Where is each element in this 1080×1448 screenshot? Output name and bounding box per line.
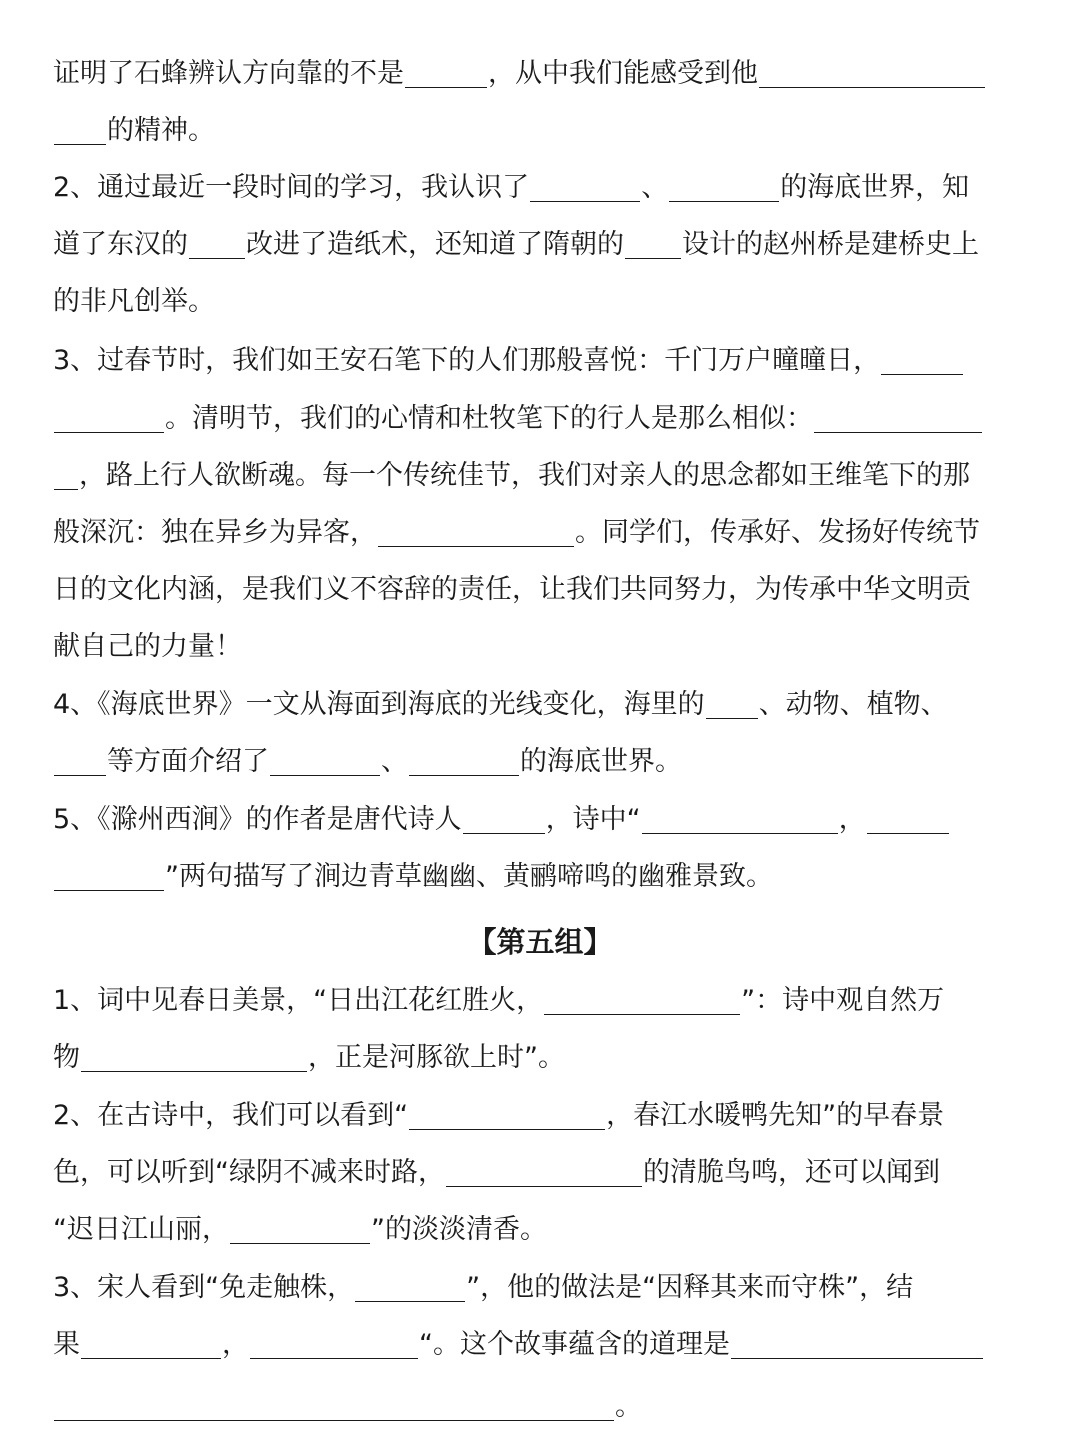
fill-in-blank[interactable] — [355, 1300, 465, 1302]
line-text: ， — [838, 804, 866, 835]
line-text: 证明了石蜂辨认方向靠的不是 — [53, 58, 404, 89]
line-text: 、动物、植物、 — [758, 689, 948, 720]
line-text: 的精神。 — [107, 115, 215, 146]
fill-in-blank[interactable] — [54, 143, 106, 145]
text-line — [53, 273, 1013, 330]
text-line — [53, 848, 1013, 905]
fill-in-blank[interactable] — [706, 717, 758, 719]
text-line — [53, 676, 1013, 733]
line-text: 、 — [381, 746, 408, 777]
line-text: 。 — [615, 1391, 642, 1422]
text-line — [53, 159, 1013, 216]
text-line — [53, 1201, 1013, 1258]
text-line — [53, 561, 1013, 618]
line-text: ，从中我们能感受到他 — [488, 58, 758, 89]
line-text: 4、《海底世界》一文从海面到海底的光线变化，海里的 — [53, 689, 705, 720]
text-line — [53, 791, 1013, 848]
text-line — [53, 1316, 1013, 1373]
line-text: 、 — [641, 172, 669, 203]
fill-in-blank[interactable] — [409, 774, 519, 776]
line-text: 改进了造纸术，还知道了隋朝的 — [246, 229, 624, 260]
fill-in-blank[interactable] — [378, 545, 574, 547]
fill-in-blank[interactable] — [642, 832, 838, 834]
fill-in-blank[interactable] — [54, 774, 106, 776]
line-text: 的非凡创举。 — [53, 286, 215, 317]
line-text: 般深沉：独在异乡为异客， — [53, 517, 377, 548]
fill-in-blank[interactable] — [409, 1128, 605, 1130]
text-line — [53, 332, 1013, 389]
line-text: 献自己的力量！ — [53, 631, 242, 662]
fill-in-blank[interactable] — [446, 1185, 642, 1187]
fill-in-blank[interactable] — [625, 257, 681, 259]
fill-in-blank[interactable] — [731, 1357, 983, 1359]
text-line — [53, 102, 1013, 159]
fill-in-blank[interactable] — [669, 200, 779, 202]
line-text: 5、《滁州西涧》的作者是唐代诗人 — [53, 804, 462, 835]
line-text: ，诗中“ — [545, 804, 641, 835]
line-text: 道了东汉的 — [53, 229, 188, 260]
line-text: 的海底世界，知 — [780, 172, 970, 203]
line-text: ”，他的做法是“因释其来而守株”，结 — [466, 1272, 914, 1303]
line-text: 果 — [53, 1329, 80, 1360]
text-line — [53, 216, 1013, 273]
fill-in-blank[interactable] — [81, 1357, 221, 1359]
line-text: 等方面介绍了 — [107, 746, 269, 777]
line-text: 。清明节，我们的心情和杜牧笔下的行人是那么相似： — [165, 403, 813, 434]
fill-in-blank[interactable] — [54, 431, 164, 433]
line-text: ，春江水暖鸭先知”的早春景 — [606, 1100, 945, 1131]
fill-in-blank[interactable] — [230, 1242, 370, 1244]
line-text: “。这个故事蕴含的道理是 — [419, 1329, 730, 1360]
line-text: 日的文化内涵，是我们义不容辞的责任，让我们共同努力，为传承中华文明贡 — [53, 574, 971, 605]
line-text: 色，可以听到“绿阴不减来时路， — [53, 1157, 445, 1188]
line-text: 2、通过最近一段时间的学习，我认识了 — [53, 172, 530, 203]
fill-in-blank[interactable] — [189, 257, 245, 259]
line-text: 2、在古诗中，我们可以看到“ — [53, 1100, 409, 1131]
fill-in-blank[interactable] — [881, 373, 963, 375]
line-text: ”的淡淡清香。 — [371, 1214, 547, 1245]
section-heading: 【第五组】 — [467, 925, 613, 959]
text-line — [53, 1087, 1013, 1144]
fill-in-blank[interactable] — [250, 1357, 418, 1359]
text-line — [53, 972, 1013, 1029]
text-line — [53, 447, 1013, 504]
line-text: 3、宋人看到“免走触株， — [53, 1272, 355, 1303]
fill-in-blank[interactable] — [759, 86, 985, 88]
fill-in-blank[interactable] — [867, 832, 949, 834]
text-line — [53, 618, 1013, 675]
line-text: 的清脆鸟鸣，还可以闻到 — [643, 1157, 940, 1188]
line-text: “迟日江山丽， — [53, 1214, 229, 1245]
text-line — [53, 1378, 1013, 1435]
line-text: ，路上行人欲断魂。每一个传统佳节，我们对亲人的思念都如王维笔下的那 — [79, 460, 970, 491]
line-text: 的海底世界。 — [520, 746, 682, 777]
line-text: ”：诗中观自然万 — [741, 985, 945, 1016]
text-line — [53, 1144, 1013, 1201]
text-line — [53, 1029, 1013, 1086]
line-text: 设计的赵州桥是建桥史上 — [682, 229, 979, 260]
text-line — [53, 45, 1013, 102]
fill-in-blank[interactable] — [405, 86, 487, 88]
fill-in-blank[interactable] — [544, 1013, 740, 1015]
fill-in-blank[interactable] — [530, 200, 640, 202]
text-line — [53, 733, 1013, 790]
text-line — [53, 504, 1013, 561]
line-text: 3、过春节时，我们如王安石笔下的人们那般喜悦：千门万户曈曈日， — [53, 345, 881, 376]
text-line — [53, 390, 1013, 447]
line-text: 。同学们，传承好、发扬好传统节 — [575, 517, 980, 548]
fill-in-blank[interactable] — [814, 431, 982, 433]
fill-in-blank[interactable] — [463, 832, 545, 834]
fill-in-blank[interactable] — [54, 1419, 614, 1421]
fill-in-blank[interactable] — [270, 774, 380, 776]
line-text: 物 — [53, 1042, 80, 1073]
text-line — [53, 1259, 1013, 1316]
line-text: ”两句描写了涧边青草幽幽、黄鹂啼鸣的幽雅景致。 — [165, 861, 773, 892]
fill-in-blank[interactable] — [54, 488, 78, 490]
fill-in-blank[interactable] — [54, 889, 164, 891]
line-text: ， — [222, 1329, 249, 1360]
line-text: ，正是河豚欲上时”。 — [308, 1042, 565, 1073]
line-text: 1、词中见春日美景，“日出江花红胜火， — [53, 985, 544, 1016]
fill-in-blank[interactable] — [81, 1070, 307, 1072]
